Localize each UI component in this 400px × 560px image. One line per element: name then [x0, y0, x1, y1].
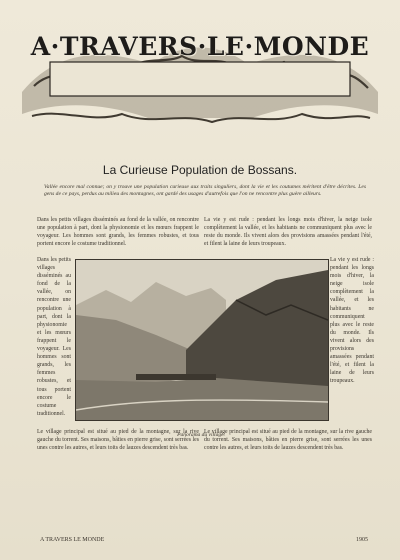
footer-publication: A TRAVERS LE MONDE — [40, 537, 105, 543]
village-photo — [75, 259, 329, 421]
article-title: La Curieuse Population de Bossans. — [102, 163, 298, 177]
article-intro: Vallée encore mal connue; on y trouve une population curieuse aux traits singuliers, dont la vie et les coutumes méritent d'être décrites. Les gens de ce pays, perdus au milieu des montagnes, ont gardé des usages d'autrefois que l'on ne rencontre plus guère ailleurs. — [44, 184, 366, 197]
body-paragraph-2-continued: Le village principal est situé au pied de la montagne, sur la rive gauche du torrent. Ses maisons, bâties en pierre grise, sont serrées les unes contre les autres, et leurs toits de lauzes descendent très bas. — [204, 429, 372, 452]
body-paragraph-1: Dans les petits villages disséminés au fond de la vallée, on rencontre une population à part, dont la physionomie et les mœurs frappent le voyageur. Les hommes sont grands, les femmes robustes, et tous portent encore le costume traditionnel. — [37, 217, 199, 248]
body-paragraph-3-continued: La vie y est rude : pendant les longs mois d'hiver, la neige isole complètement la vallée, et les habitants ne communiquent plus avec le reste du monde. Ils vivent alors des provisions amassées pendant l'été, et filent la laine de leurs troupeaux. — [330, 257, 374, 385]
footer-date: 1905 — [356, 537, 368, 543]
photo-caption: Panorama du village. — [177, 432, 225, 438]
photo-valley-floor — [76, 378, 328, 420]
body-paragraph-3: La vie y est rude : pendant les longs mois d'hiver, la neige isole complètement la vallée, et les habitants ne communiquent plus avec le reste du monde. Ils vivent alors des provisions amassées pendant l'été, et filent la laine de leurs troupeaux. — [204, 217, 372, 248]
photo-village — [136, 374, 216, 380]
title-plate — [50, 62, 350, 96]
body-paragraph-1-continued: Dans les petits villages disséminés au fond de la vallée, on rencontre une population à part, dont la physionomie et les mœurs frappent le voyageur. Les hommes sont grands, les femmes robustes, et tous portent encore le costume traditionnel. — [37, 257, 71, 417]
body-paragraph-2: Le village principal est situé au pied de la montagne, sur la rive gauche du torrent. Ses maisons, bâties en pierre grise, sont serrées les unes contre les autres, et leurs toits de lauzes descendent très bas. — [37, 429, 199, 452]
masthead-title: A·TRAVERS·LE·MONDE — [30, 32, 370, 61]
